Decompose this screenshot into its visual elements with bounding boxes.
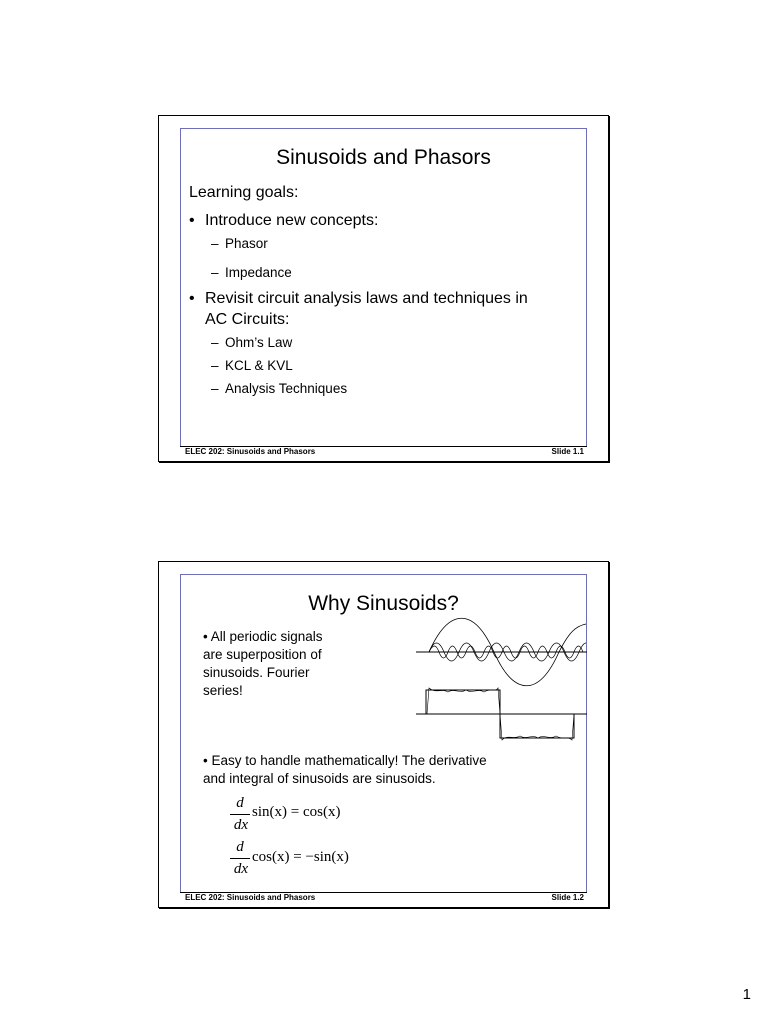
slide-1-title: Sinusoids and Phasors	[276, 146, 491, 169]
slide-2-title: Why Sinusoids?	[308, 592, 459, 615]
footer-slide-number: Slide 1.1	[551, 447, 584, 456]
bullet-easy-line2: and integral of sinusoids are sinusoids.	[203, 771, 436, 786]
fourier-series-illustration	[414, 612, 589, 752]
eq2-numerator: d	[236, 839, 244, 855]
subitem-impedance: Impedance	[225, 265, 292, 280]
eq1-denominator: dx	[233, 817, 249, 833]
bullet-periodic-line3: sinusoids. Fourier	[203, 665, 310, 680]
eq1-expression: sin(x) = cos(x)	[252, 804, 341, 820]
subitem-ohms-law: Ohm’s Law	[225, 335, 293, 350]
subitem-kcl-kvl: KCL & KVL	[225, 358, 293, 373]
footer-course: ELEC 202: Sinusoids and Phasors	[185, 893, 316, 902]
dash: –	[211, 236, 219, 251]
subitem-phasor: Phasor	[225, 236, 268, 251]
eq2-denominator: dx	[233, 861, 249, 877]
bullet-dot: •	[189, 290, 195, 307]
dash: –	[211, 358, 219, 373]
subitem-analysis-techniques: Analysis Techniques	[225, 381, 348, 396]
footer-slide-number: Slide 1.2	[551, 893, 584, 902]
bullet-dot: •	[189, 212, 195, 229]
eq1-numerator: d	[236, 795, 244, 811]
slide-2	[158, 561, 609, 908]
bullet-periodic-line1: • All periodic signals	[203, 629, 323, 644]
bullet-introduce-concepts: Introduce new concepts:	[205, 212, 379, 229]
slide-1-content-frame	[180, 128, 587, 446]
eq2-expression: cos(x) = −sin(x)	[252, 849, 349, 865]
bullet-periodic-line2: are superposition of	[203, 647, 322, 662]
slide-1	[158, 115, 609, 462]
eq1-fraction-bar	[230, 814, 250, 815]
bullet-easy-line1: • Easy to handle mathematically! The derivative	[203, 753, 487, 768]
eq2-fraction-bar	[230, 858, 250, 859]
bullet-periodic-line4: series!	[203, 683, 243, 698]
dash: –	[211, 265, 219, 280]
dash: –	[211, 381, 219, 396]
footer-course: ELEC 202: Sinusoids and Phasors	[185, 447, 316, 456]
learning-goals-label: Learning goals:	[189, 184, 299, 201]
bullet-revisit-line1: Revisit circuit analysis laws and techniques in	[205, 290, 528, 307]
dash: –	[211, 335, 219, 350]
page-number: 1	[742, 986, 751, 1003]
bullet-revisit-line2: AC Circuits:	[205, 311, 290, 328]
